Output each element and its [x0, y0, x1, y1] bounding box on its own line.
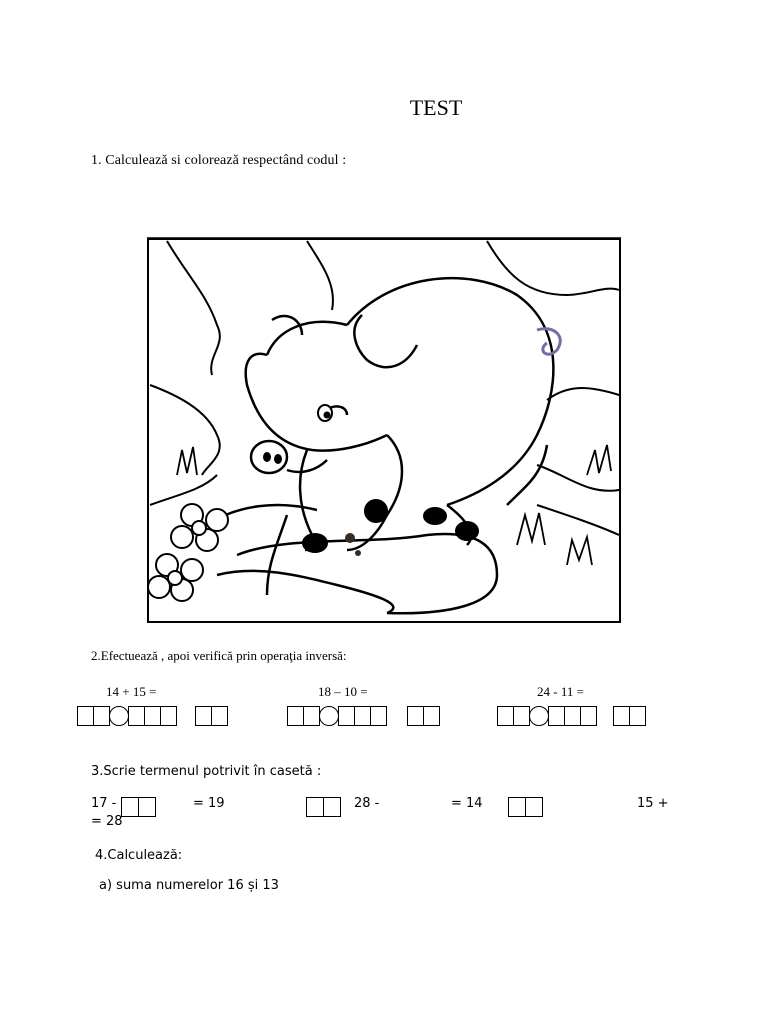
equation-text: 15 + — [637, 796, 669, 811]
answer-box-pair[interactable] — [121, 797, 155, 817]
exercise-expression: 18 – 10 = — [318, 684, 368, 699]
page-title: TEST — [409, 95, 463, 120]
question-4-text: 4.Calculează: — [95, 848, 183, 863]
answer-box-pair[interactable] — [306, 797, 340, 817]
equation-text: = 28 — [91, 814, 123, 829]
question-3-text: 3.Scrie termenul potrivit în casetă : — [91, 764, 322, 779]
answer-boxes-1[interactable] — [77, 705, 176, 727]
equation-text: 28 - — [354, 796, 380, 811]
exercise-expression: 14 + 15 = — [106, 684, 157, 699]
equation-text: 17 - — [91, 796, 117, 811]
equation-text: = 14 — [451, 796, 483, 811]
check-boxes-3[interactable] — [613, 705, 645, 727]
exercise-expression: 24 - 11 = — [537, 684, 584, 699]
answer-boxes-3[interactable] — [497, 705, 596, 727]
pig-coloring-icon — [147, 235, 621, 625]
answer-boxes-2[interactable] — [287, 705, 386, 727]
check-boxes-1[interactable] — [195, 705, 227, 727]
question-2-text: 2.Efectuează , apoi verifică prin operaţia inversă: — [91, 648, 347, 663]
question-4a-text: a) suma numerelor 16 și 13 — [99, 878, 279, 893]
check-boxes-2[interactable] — [407, 705, 439, 727]
answer-box-pair[interactable] — [508, 797, 542, 817]
question-1-text: 1. Calculează si colorează respectând codul : — [91, 153, 347, 168]
equation-text: = 19 — [193, 796, 225, 811]
